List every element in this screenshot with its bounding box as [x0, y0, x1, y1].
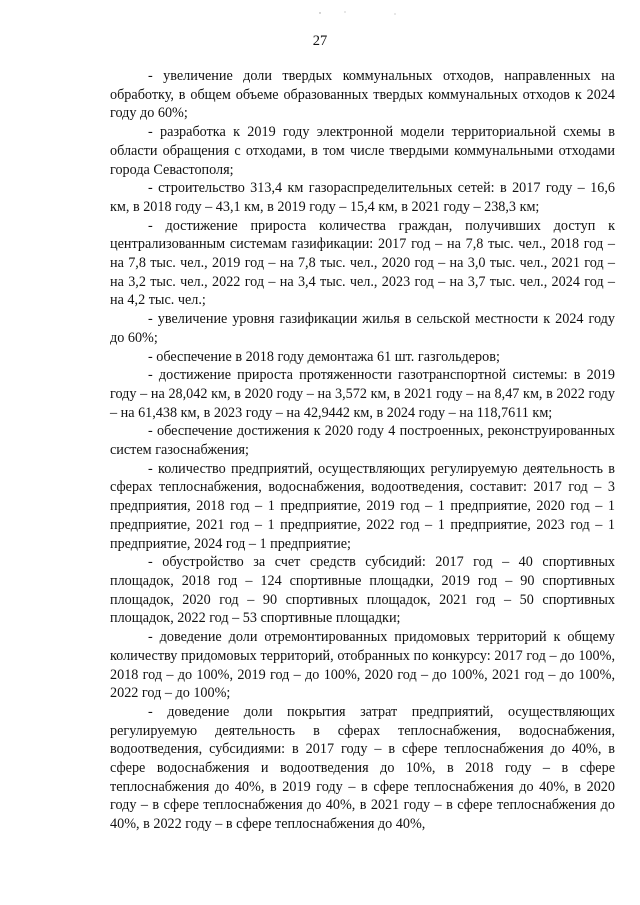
list-item: - количество предприятий, осуществляющих регулируемую деятельность в сферах теплоснабжения, водоснабжения, водоотведения, составит: 2017 год – 3 предприятия, 2018 год – 1 предприятие, 2019 год – 1 предприятие, 2020 год – 1 предприятие, 2021 год – 1 предприятие, 2022 год – 1 предприятие, 2023 год – 1 предприятие, 2024 год – 1 предприятие; — [110, 460, 615, 552]
list-item: - достижение прироста количества граждан, получивших доступ к централизованным системам газификации: 2017 год – на 7,8 тыс. чел., 2018 год – на 7,8 тыс. чел., 2019 год – на 7,8 тыс. чел., 2020 год – на 3,0 тыс. чел., 2021 год – на 3,2 тыс. чел., 2022 год – на 3,4 тыс. чел., 2023 год – на 3,7 тыс. чел., 2024 год – на 4,2 тыс. чел.; — [110, 217, 615, 309]
list-item: - увеличение доли твердых коммунальных отходов, направленных на обработку, в общем объеме образованных твердых коммунальных отходов к 2024 году до 60%; — [110, 68, 615, 122]
document-body — [110, 67, 615, 834]
list-item: - строительство 313,4 км газораспределительных сетей: в 2017 году – 16,6 км, в 2018 году – 43,1 км, в 2019 году – 15,4 км, в 2021 году – 238,3 км; — [110, 180, 615, 215]
list-item: - обеспечение достижения к 2020 году 4 построенных, реконструированных систем газоснабжения; — [110, 423, 615, 459]
list-item: - обустройство за счет средств субсидий: 2017 год – 40 спортивных площадок, 2018 год – 124 спортивные площадки, 2019 год – 90 спортивных площадок, 2020 год – 90 спортивных площадок, 2021 год – 50 спортивных площадок, 2022 год – 53 спортивные площадки; — [110, 554, 615, 627]
scan-artifact-dots — [300, 8, 410, 18]
list-item: - доведение доли покрытия затрат предприятий, осуществляющих регулируемую деятельность в сферах теплоснабжения, водоснабжения, водоотведения, субсидиями: в 2017 году – в сфере теплоснабжения до 40%, в сфере водоснабжения и водоотведения до 10%, в 2018 году – в сфере теплоснабжения до 40%, в 2019 году – в сфере теплоснабжения до 40%, в 2020 году – в сфере теплоснабжения до 40%, в 2021 году – в сфере теплоснабжения до 40%, в 2022 году – в сфере теплоснабжения до 40%, — [110, 703, 615, 833]
list-item: - разработка к 2019 году электронной модели территориальной схемы в области обращения с отходами, в том числе твердыми коммунальными отходами города Севастополя; — [110, 124, 615, 178]
list-item: - увеличение уровня газификации жилья в сельской местности к 2024 году до 60%; — [110, 311, 615, 346]
page-number: 27 — [312, 33, 328, 49]
list-item: - достижение прироста протяженности газотранспортной системы: в 2019 году – на 28,042 км, в 2020 году – на 3,572 км, в 2021 году – на 8,47 км, в 2022 году – на 61,438 км, в 2023 году – на 42,9442 км, в 2024 году – на 118,7611 км; — [110, 367, 615, 421]
list-item: - доведение доли отремонтированных придомовых территорий к общему количеству придомовых территорий, отобранных по конкурсу: 2017 год – до 100%, 2018 год – до 100%, 2019 год – до 100%, 2020 год – до 100%, 2021 год – до 100%, 2022 год – до 100%; — [110, 629, 615, 702]
list-item: - обеспечение в 2018 году демонтажа 61 шт. газгольдеров; — [148, 348, 500, 365]
